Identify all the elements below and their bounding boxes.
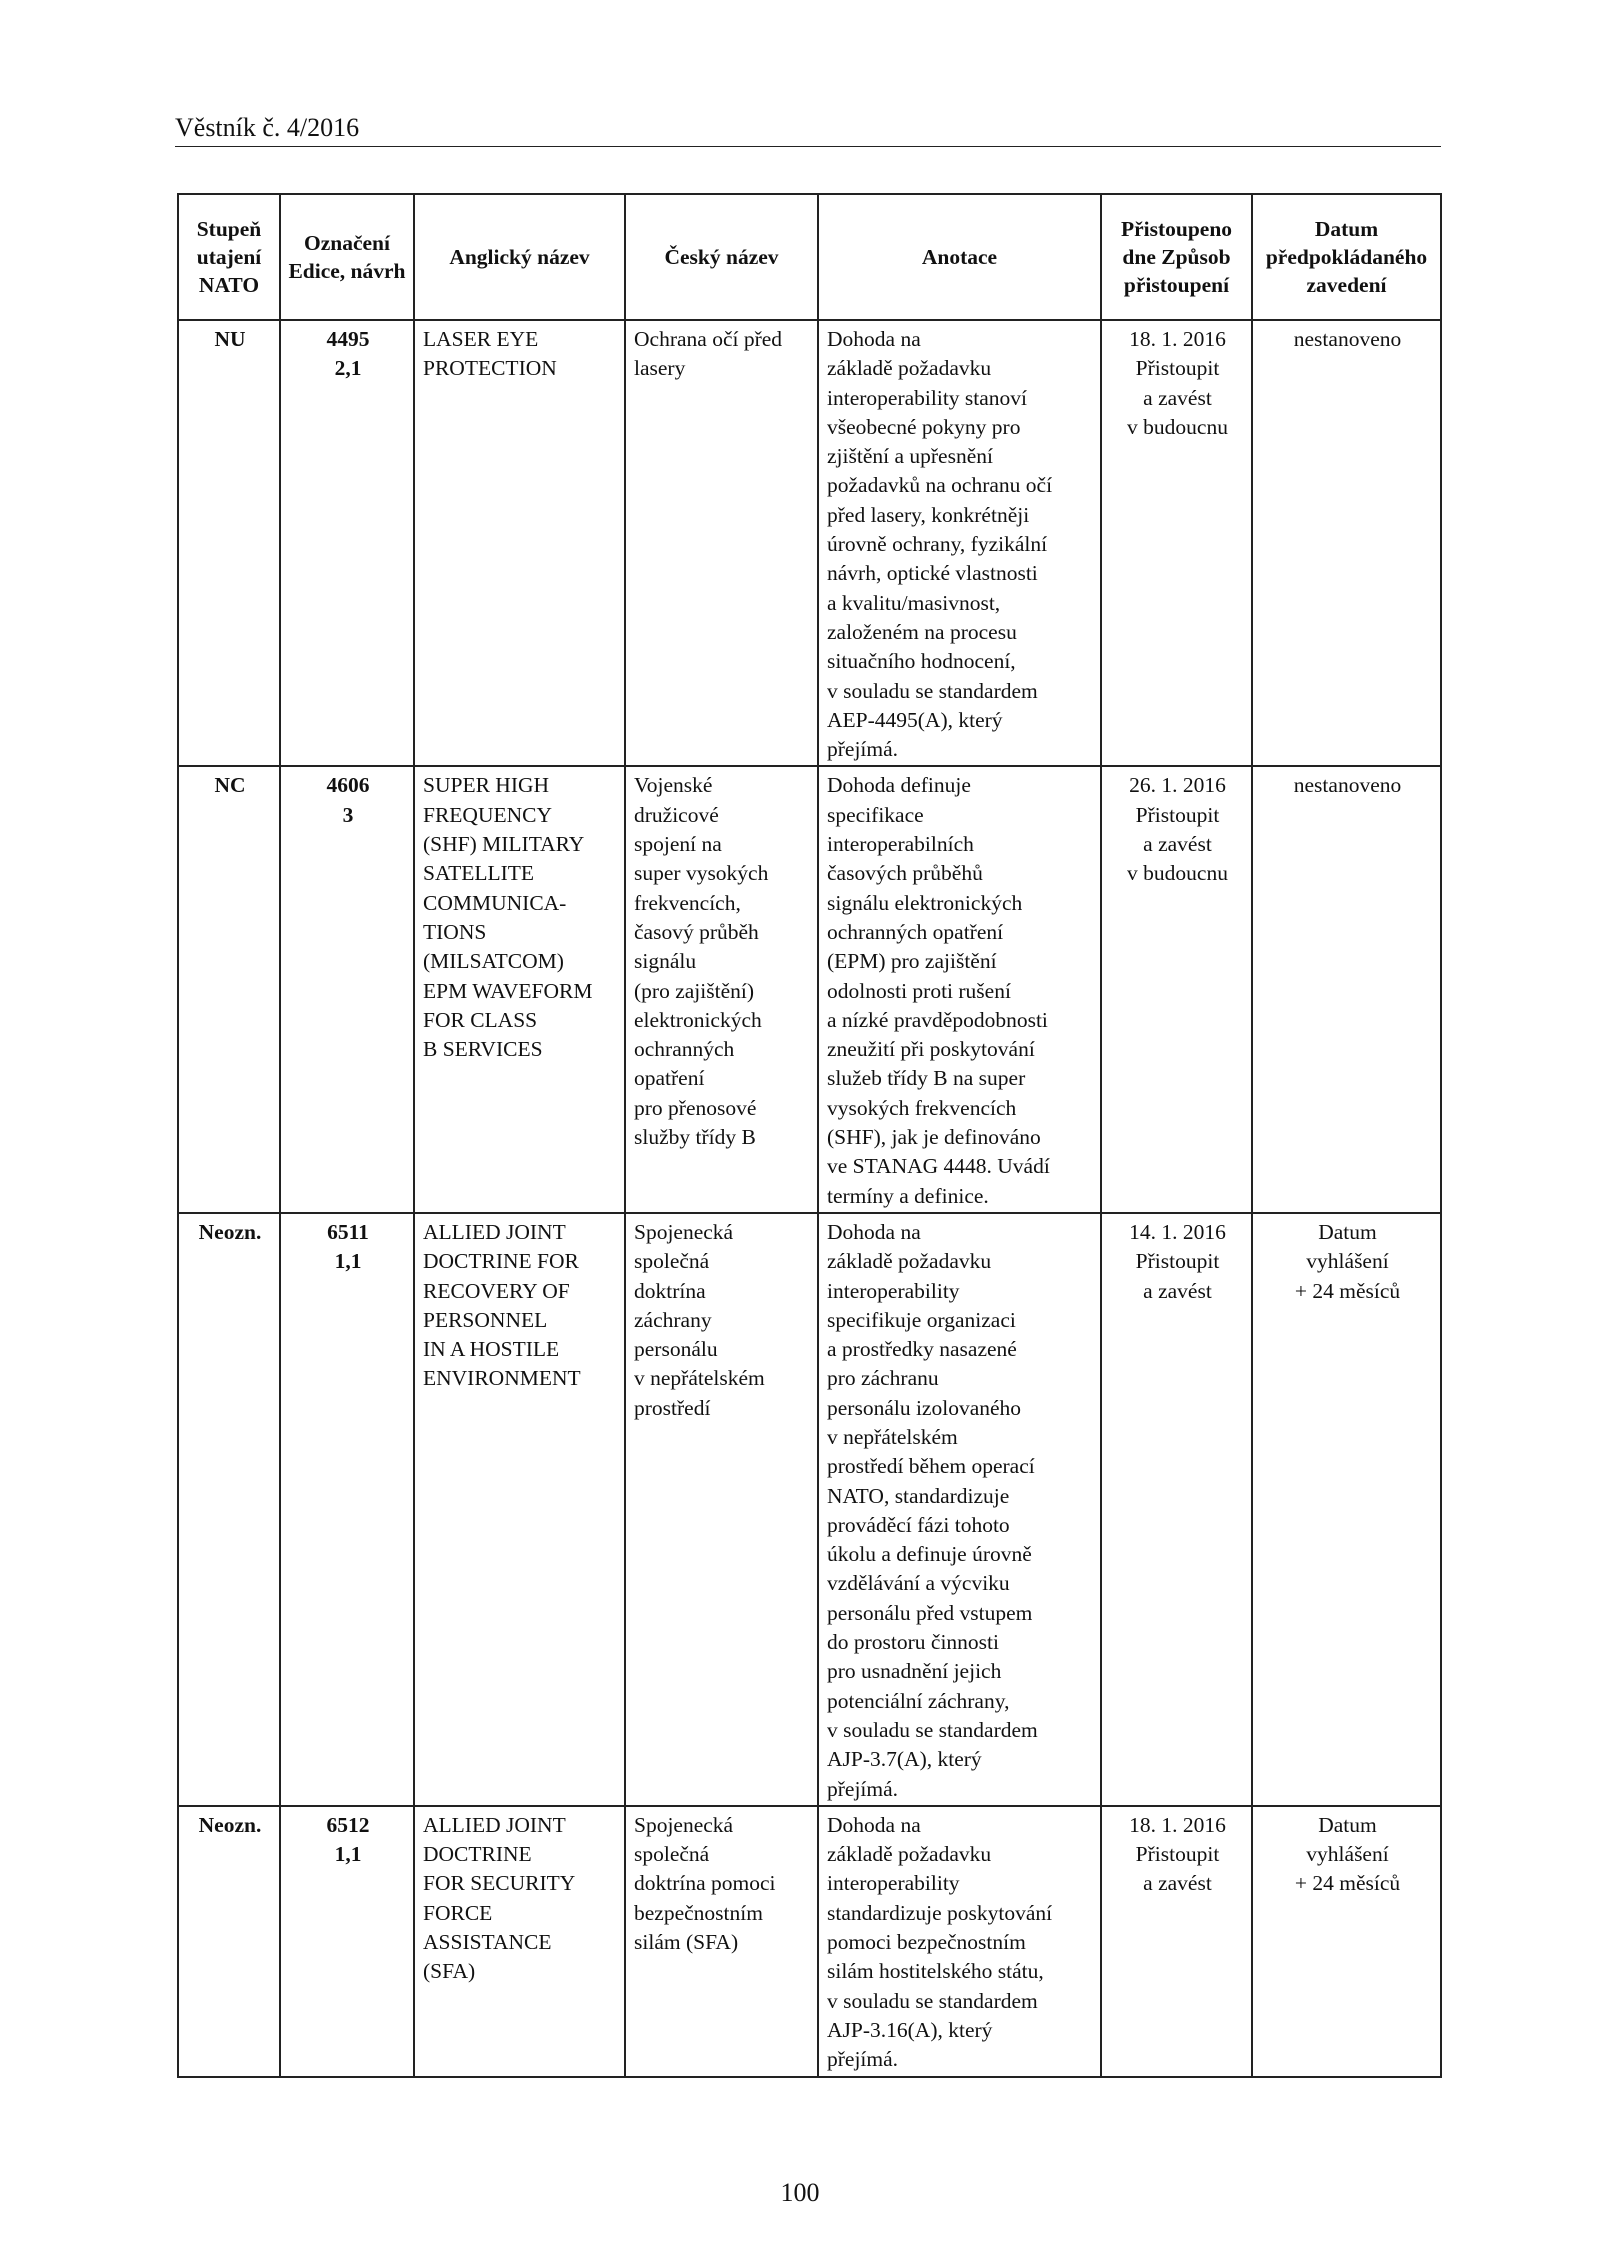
header-implementation-date: Datum předpokládaného zavedení [1252,194,1441,320]
cell-designation: 4606 3 [280,766,414,1212]
cell-english-title: LASER EYE PROTECTION [414,320,625,766]
header-designation: Označení Edice, návrh [280,194,414,320]
table-row [178,320,1441,766]
page-number: 100 [780,2178,820,2207]
table-header-row [178,194,1441,320]
cell-ratification: 14. 1. 2016 Přistoupit a zavést [1101,1213,1252,1806]
cell-english-title: ALLIED JOINT DOCTRINE FOR RECOVERY OF PERSONNEL IN A HOSTILE ENVIRONMENT [414,1213,625,1806]
standards-table [177,193,1442,2078]
cell-czech-title: Spojenecká společná doktrína pomoci bezpečnostním silám (SFA) [625,1806,818,2077]
page-header-title: Věstník č. 4/2016 [175,113,360,142]
cell-annotation: Dohoda na základě požadavku interoperability stanoví všeobecné pokyny pro zjištění a upřesnění požadavků na ochranu očí před lasery, konkrétněji úrovně ochrany, fyzikální návrh, optické vlastnosti a kvalitu/masivnost, založeném na procesu situačního hodnocení, v souladu se standardem AEP-4495(A), který přejímá. [818,320,1101,766]
cell-classification: Neozn. [178,1213,280,1806]
cell-czech-title: Spojenecká společná doktrína záchrany personálu v nepřátelském prostředí [625,1213,818,1806]
cell-czech-title: Ochrana očí před lasery [625,320,818,766]
table-row [178,1806,1441,2077]
cell-implementation-date: Datum vyhlášení + 24 měsíců [1252,1806,1441,2077]
header-divider [175,146,1441,147]
cell-implementation-date: Datum vyhlášení + 24 měsíců [1252,1213,1441,1806]
cell-ratification: 18. 1. 2016 Přistoupit a zavést [1101,1806,1252,2077]
cell-designation: 4495 2,1 [280,320,414,766]
cell-ratification: 18. 1. 2016 Přistoupit a zavést v budoucnu [1101,320,1252,766]
cell-designation: 6512 1,1 [280,1806,414,2077]
header-english-title: Anglický název [414,194,625,320]
cell-designation: 6511 1,1 [280,1213,414,1806]
header-annotation: Anotace [818,194,1101,320]
cell-implementation-date: nestanoveno [1252,320,1441,766]
cell-annotation: Dohoda na základě požadavku interoperability specifikuje organizaci a prostředky nasazené pro záchranu personálu izolovaného v nepřátelském prostředí během operací NATO, standardizuje prováděcí fázi tohoto úkolu a definuje úrovně vzdělávání a výcviku personálu před vstupem do prostoru činnosti pro usnadnění jejich potenciální záchrany, v souladu se standardem AJP-3.7(A), který přejímá. [818,1213,1101,1806]
cell-english-title: ALLIED JOINT DOCTRINE FOR SECURITY FORCE ASSISTANCE (SFA) [414,1806,625,2077]
table-row [178,1213,1441,1806]
table-row [178,766,1441,1212]
cell-classification: NU [178,320,280,766]
cell-english-title: SUPER HIGH FREQUENCY (SHF) MILITARY SATELLITE COMMUNICA- TIONS (MILSATCOM) EPM WAVEFORM FOR CLASS B SERVICES [414,766,625,1212]
cell-classification: Neozn. [178,1806,280,2077]
header-classification: Stupeň utajení NATO [178,194,280,320]
header-czech-title: Český název [625,194,818,320]
cell-implementation-date: nestanoveno [1252,766,1441,1212]
cell-ratification: 26. 1. 2016 Přistoupit a zavést v budoucnu [1101,766,1252,1212]
header-ratification: Přistoupeno dne Způsob přistoupení [1101,194,1252,320]
cell-annotation: Dohoda definuje specifikace interoperabilních časových průběhů signálu elektronických ochranných opatření (EPM) pro zajištění odolnosti proti rušení a nízké pravděpodobnosti zneužití při poskytování služeb třídy B na super vysokých frekvencích (SHF), jak je definováno ve STANAG 4448. Uvádí termíny a definice. [818,766,1101,1212]
cell-czech-title: Vojenské družicové spojení na super vysokých frekvencích, časový průběh signálu (pro zajištění) elektronických ochranných opatření pro přenosové služby třídy B [625,766,818,1212]
cell-annotation: Dohoda na základě požadavku interoperability standardizuje poskytování pomoci bezpečnostním silám hostitelského státu, v souladu se standardem AJP-3.16(A), který přejímá. [818,1806,1101,2077]
cell-classification: NC [178,766,280,1212]
